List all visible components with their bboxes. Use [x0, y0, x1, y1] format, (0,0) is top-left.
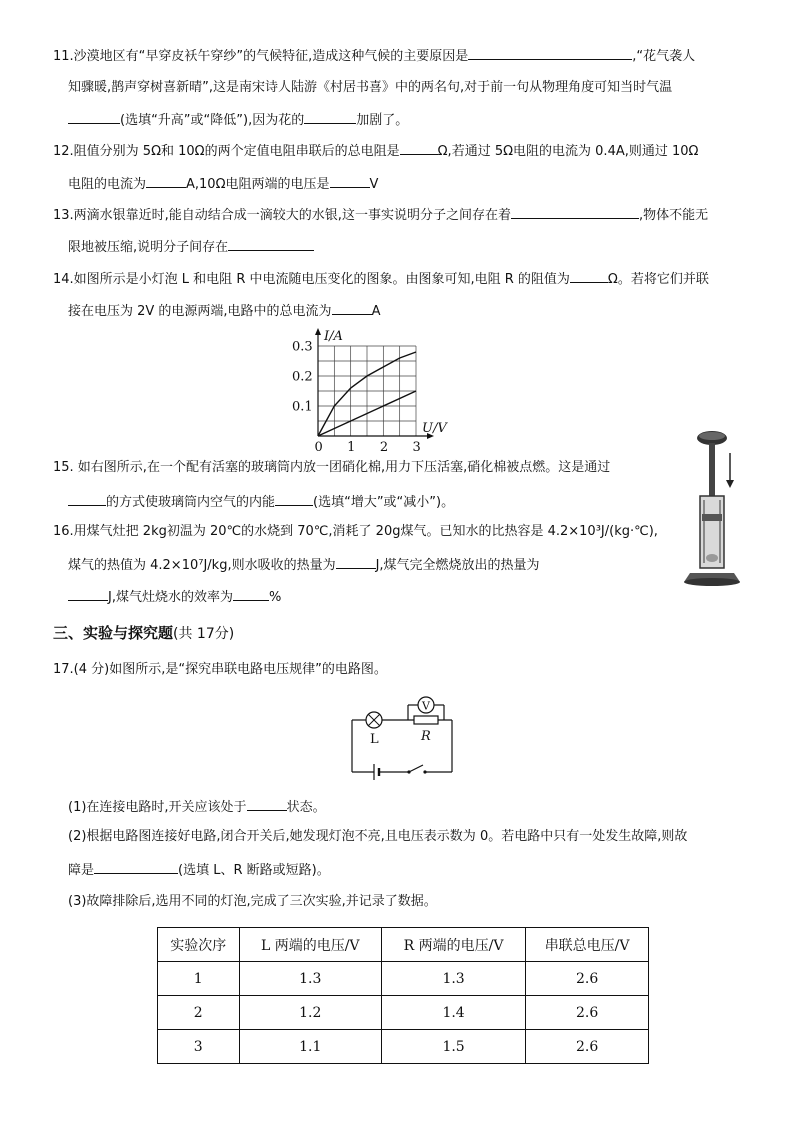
y-axis-label: I/A — [324, 329, 343, 344]
x-tick-label: 2 — [379, 440, 389, 452]
q13-line2 — [68, 237, 314, 257]
q16-line3 — [68, 587, 281, 607]
q16-line1 — [53, 523, 658, 541]
resistor-label: R — [421, 729, 431, 744]
answer-blank[interactable] — [570, 269, 608, 283]
piston-knob-top — [699, 432, 725, 440]
answer-blank[interactable] — [247, 797, 287, 811]
q11-text-e: 加剧了。 — [356, 113, 409, 128]
q13-text-a: 13.两滴水银靠近时,能自动结合成一滴较大的水银,这一事实说明分子之间存在着 — [53, 208, 511, 223]
q17-intro — [53, 661, 387, 679]
q16-text-c: J,煤气完全燃烧放出的热量为 — [375, 558, 540, 573]
answer-blank[interactable] — [468, 46, 632, 60]
q17-part3 — [68, 893, 437, 911]
q14-text-d: A — [371, 304, 381, 319]
y-axis-arrow-icon — [315, 328, 321, 335]
q11-text-b: ,“花气袭人 — [632, 49, 696, 64]
table-cell: 1.1 — [239, 1030, 381, 1064]
answer-blank[interactable] — [511, 205, 639, 219]
table-cell: 2.6 — [526, 962, 649, 996]
table-cell: 1.4 — [381, 996, 525, 1030]
q11-line3 — [68, 110, 408, 130]
q11-text-d: (选填“升高”或“降低”),因为花的 — [120, 113, 305, 128]
q11-line2 — [68, 79, 672, 97]
table-header: L 两端的电压/V — [239, 928, 381, 962]
table-cell: 1.3 — [381, 962, 525, 996]
q15-line2 — [68, 492, 454, 512]
q15-text-b: 的方式使玻璃筒内空气的内能 — [106, 495, 276, 510]
q17-part1-text-a: (1)在连接电路时,开关应该处于 — [68, 800, 247, 815]
answer-blank[interactable] — [233, 587, 269, 601]
q17-part2-line1 — [68, 828, 687, 846]
answer-blank[interactable] — [146, 174, 186, 188]
resistor-icon — [414, 716, 438, 724]
q11-text-c: 知骤暖,鹊声穿树喜新晴”,这是南宋诗人陆游《村居书喜》中的两名句,对于前一句从物理角度可知当时气温 — [68, 80, 673, 95]
answer-blank[interactable] — [68, 110, 120, 124]
circuit-diagram — [348, 690, 460, 782]
q17-part1 — [68, 797, 326, 817]
q17-part1-text-b: 状态。 — [286, 800, 326, 815]
q14-text-a: 14.如图所示是小灯泡 L 和电阻 R 中电流随电压变化的图象。由图象可知,电阻 R 的阻值为 — [53, 272, 570, 287]
answer-blank[interactable] — [68, 492, 106, 506]
x-axis-label: U/V — [422, 421, 447, 436]
q14-text-c: 接在电压为 2V 的电源两端,电路中的总电流为 — [68, 304, 332, 319]
answer-blank[interactable] — [330, 174, 370, 188]
section-title-text: 三、实验与探究题 — [53, 624, 174, 642]
table-cell: 3 — [158, 1030, 240, 1064]
table-cell: 1 — [158, 962, 240, 996]
section-score: (共 17分) — [173, 626, 235, 642]
fire-syringe-figure — [680, 428, 746, 588]
iv-chart — [288, 326, 454, 452]
table-row — [158, 962, 649, 996]
voltage-table — [157, 927, 649, 1064]
answer-blank[interactable] — [94, 860, 178, 874]
x-tick-label: 3 — [412, 440, 421, 452]
lamp-label: L — [370, 732, 379, 747]
q12-text-b: Ω,若通过 5Ω电阻的电流为 0.4A,则通过 10Ω — [437, 144, 699, 159]
q13-text-b: ,物体不能无 — [638, 208, 709, 223]
q15-line1 — [53, 459, 610, 477]
table-cell: 2 — [158, 996, 240, 1030]
cotton-wad — [706, 554, 718, 562]
answer-blank[interactable] — [228, 237, 314, 251]
q17-part2-line2 — [68, 860, 330, 880]
table-header: 串联总电压/V — [526, 928, 649, 962]
q14-line2 — [68, 301, 380, 321]
x-tick-label: 1 — [347, 440, 356, 452]
down-arrow-icon — [726, 480, 734, 488]
q16-text-b: 煤气的热值为 4.2×10⁷J/kg,则水吸收的热量为 — [68, 558, 336, 573]
piston-head — [702, 514, 722, 521]
q13-line1 — [53, 205, 708, 225]
q17-intro-text: 17.(4 分)如图所示,是“探究串联电路电压规律”的电路图。 — [53, 662, 387, 677]
answer-blank[interactable] — [304, 110, 356, 124]
piston-rod — [709, 443, 715, 498]
q15-text-a: 15. 如右图所示,在一个配有活塞的玻璃筒内放一团硝化棉,用力下压活塞,硝化棉被点燃。这是通过 — [53, 460, 611, 475]
q11-line1 — [53, 46, 695, 66]
q12-text-d: A,10Ω电阻两端的电压是 — [186, 177, 330, 192]
q17-part2-text-b: 障是 — [68, 863, 95, 878]
y-tick-label: 0.3 — [292, 339, 313, 355]
table-cell: 1.5 — [381, 1030, 525, 1064]
section-title — [53, 624, 234, 644]
answer-blank[interactable] — [332, 301, 372, 315]
q17-part2-text-c: (选填 L、R 断路或短路)。 — [178, 863, 330, 878]
q12-text-e: V — [369, 177, 379, 192]
x-tick-label: 0 — [314, 440, 323, 452]
y-tick-label: 0.1 — [292, 399, 313, 415]
table-cell: 2.6 — [526, 1030, 649, 1064]
table-header: R 两端的电压/V — [381, 928, 525, 962]
q14-text-b: Ω。若将它们并联 — [607, 272, 709, 287]
table-cell: 2.6 — [526, 996, 649, 1030]
answer-blank[interactable] — [336, 555, 376, 569]
q16-line2 — [68, 555, 540, 575]
table-header-row — [158, 928, 649, 962]
voltmeter-label: V — [422, 699, 430, 713]
table-row — [158, 1030, 649, 1064]
answer-blank[interactable] — [275, 492, 313, 506]
table-header: 实验次序 — [158, 928, 240, 962]
q12-line2 — [68, 174, 378, 194]
q17-part3-text: (3)故障排除后,选用不同的灯泡,完成了三次实验,并记录了数据。 — [68, 894, 437, 909]
q16-text-d: J,煤气灶烧水的效率为 — [108, 590, 233, 605]
table-row — [158, 996, 649, 1030]
q13-text-c: 限地被压缩,说明分子间存在 — [68, 240, 229, 255]
q16-text-e: % — [268, 590, 282, 605]
answer-blank[interactable] — [68, 587, 108, 601]
table-cell: 1.2 — [239, 996, 381, 1030]
q12-text-a: 12.阻值分别为 5Ω和 10Ω的两个定值电阻串联后的总电阻是 — [53, 144, 400, 159]
switch-icon — [409, 765, 423, 772]
q12-line1 — [53, 141, 698, 161]
table-cell: 1.3 — [239, 962, 381, 996]
base-bottom — [684, 578, 740, 586]
q17-part2-text-a: (2)根据电路图连接好电路,闭合开关后,她发现灯泡不亮,且电压表示数为 0。若电路中只有一处发生故障,则故 — [68, 829, 688, 844]
y-tick-label: 0.2 — [292, 369, 313, 385]
q14-line1 — [53, 269, 709, 289]
answer-blank[interactable] — [400, 141, 438, 155]
q11-text-a: 11.沙漠地区有“早穿皮袄午穿纱”的气候特征,造成这种气候的主要原因是 — [53, 49, 469, 64]
q12-text-c: 电阻的电流为 — [68, 177, 147, 192]
q16-text-a: 16.用煤气灶把 2kg初温为 20℃的水烧到 70℃,消耗了 20g煤气。已知水的比热容是 4.2×10³J/(kg·℃), — [53, 524, 658, 539]
q15-text-c: (选填“增大”或“减小”)。 — [313, 495, 455, 510]
